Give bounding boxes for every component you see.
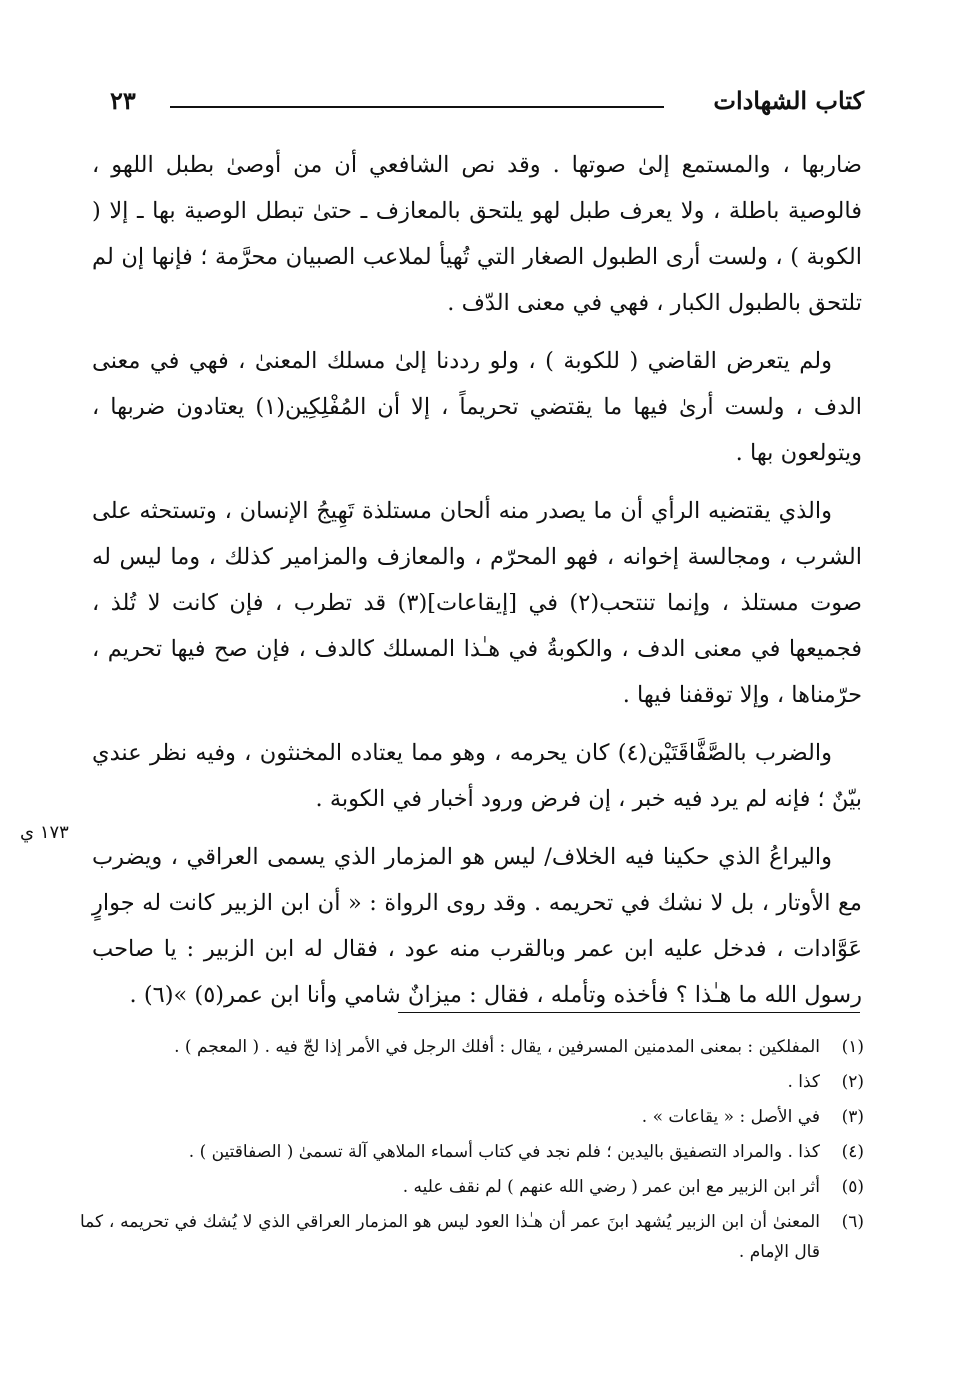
footnote [80, 1172, 864, 1202]
footnote [80, 1067, 864, 1097]
footnote-number: (٥) [841, 1177, 864, 1197]
book-title: كتاب الشهادات [713, 86, 864, 115]
main-text [92, 142, 862, 1030]
paragraph: والذي يقتضيه الرأي أن ما يصدر منه ألحان مستلذة تَهِيجُ الإنسان ، وتستحثه على الشرب ، ومجالسة إخوانه ، فهو المحرّم ، والمعازف والمزامير كذلك ، وما ليس له صوت مستلذ ، وإنما تنتحب(٢) في [إيقاعات](٣) قد تطرب ، فإن كانت لا تُلذ ، فجميعها في معنى الدف ، والكوبةُ في هـٰذا المسلك كالدف ، فإن صح فيها تحريم ، حرّمناها ، وإلا توقفنا فيها . [92, 498, 863, 708]
footnote-text: كذا . والمراد التصفيق باليدين ؛ فلم نجد في كتاب أسماء الملاهي آلة تسمىٰ ( الصفاقتين ) . [188, 1142, 820, 1162]
page-number: ٢٣ [110, 86, 136, 115]
footnote [80, 1207, 864, 1267]
footnote-text: في الأصل : « يقاعات » . [641, 1107, 820, 1127]
paragraph: ولم يتعرض القاضي ( للكوبة ) ، ولو رددنا إلىٰ مسلك المعنىٰ ، فهي في معنى الدف ، ولست أرىٰ فيها ما يقتضي تحريماً ، إلا أن المُفْلِكِين(١) يعتادون ضربها ، ويتولعون بها . [92, 348, 862, 466]
footnote-text: أثر ابن الزبير مع ابن عمر ( رضي الله عنهم ) لم نقف عليه . [402, 1177, 820, 1197]
paragraph: ضاربها ، والمستمع إلىٰ صوتها . وقد نص الشافعي أن من أوصىٰ بطبل اللهو ، فالوصية باطلة ، ولا يعرف طبل لهو يلتحق بالمعازف ـ حتىٰ تبطل الوصية بها ـ إلا ( الكوبة ) ، ولست أرى الطبول الصغار التي تُهيأ لملاعب الصبيان محرَّمة ؛ فإنها إن لم تلتحق بالطبول الكبار ، فهي في معنى الدّف . [92, 152, 862, 316]
header-rule [170, 106, 664, 108]
footnote-number: (٤) [841, 1142, 864, 1162]
footnote-divider [398, 1012, 860, 1013]
paragraph: والضرب بالصَّفَّاقَتَيْن(٤) كان يحرمه ، وهو مما يعتاده المخنثون ، وفيه نظر عندي بيّنٌ ؛ فإنه لم يرد فيه خبر ، إن فرض ورود أخبار في الكوبة . [92, 740, 862, 812]
paragraph: واليراعُ الذي حكينا فيه الخلاف/ ليس هو المزمار الذي يسمى العراقي ، ويضرب مع الأوتار ، بل لا نشك في تحريمه . وقد روى الرواة : « أن ابن الزبير كانت له جوارٍ عَوَّادات ، فدخل عليه ابن عمر وبالقرب منه عود ، فقال له ابن الزبير : يا صاحب رسول الله ما هـٰذا ؟ فأخذه وتأمله ، فقال : ميزانٌ شامي وأنا ابن عمر(٥) »(٦) . [92, 844, 862, 1008]
footnote [80, 1102, 864, 1132]
footnotes [80, 1032, 864, 1272]
footnote-number: (٢) [841, 1072, 864, 1092]
footnote [80, 1137, 864, 1167]
footnote-number: (٣) [841, 1107, 864, 1127]
footnote-number: (١) [841, 1037, 864, 1057]
margin-folio-note: ١٧٣ ي [20, 822, 69, 843]
footnote-number: (٦) [841, 1212, 864, 1232]
footnote [80, 1032, 864, 1062]
footnote-text: المفلكين : بمعنى المدمنين المسرفين ، يقال : أفلك الرجل في الأمر إذا لجّ فيه . ( المعجم ) . [174, 1037, 820, 1057]
footnote-text: كذا . [787, 1072, 820, 1092]
footnote-text: المعنىٰ أن ابن الزبير يُشهد ابنَ عمر أن هـٰذا العود ليس هو المزمار العراقي الذي لا يُشك في تحريمه ، كما قال الإمام . [80, 1212, 820, 1262]
page-header [110, 82, 864, 122]
